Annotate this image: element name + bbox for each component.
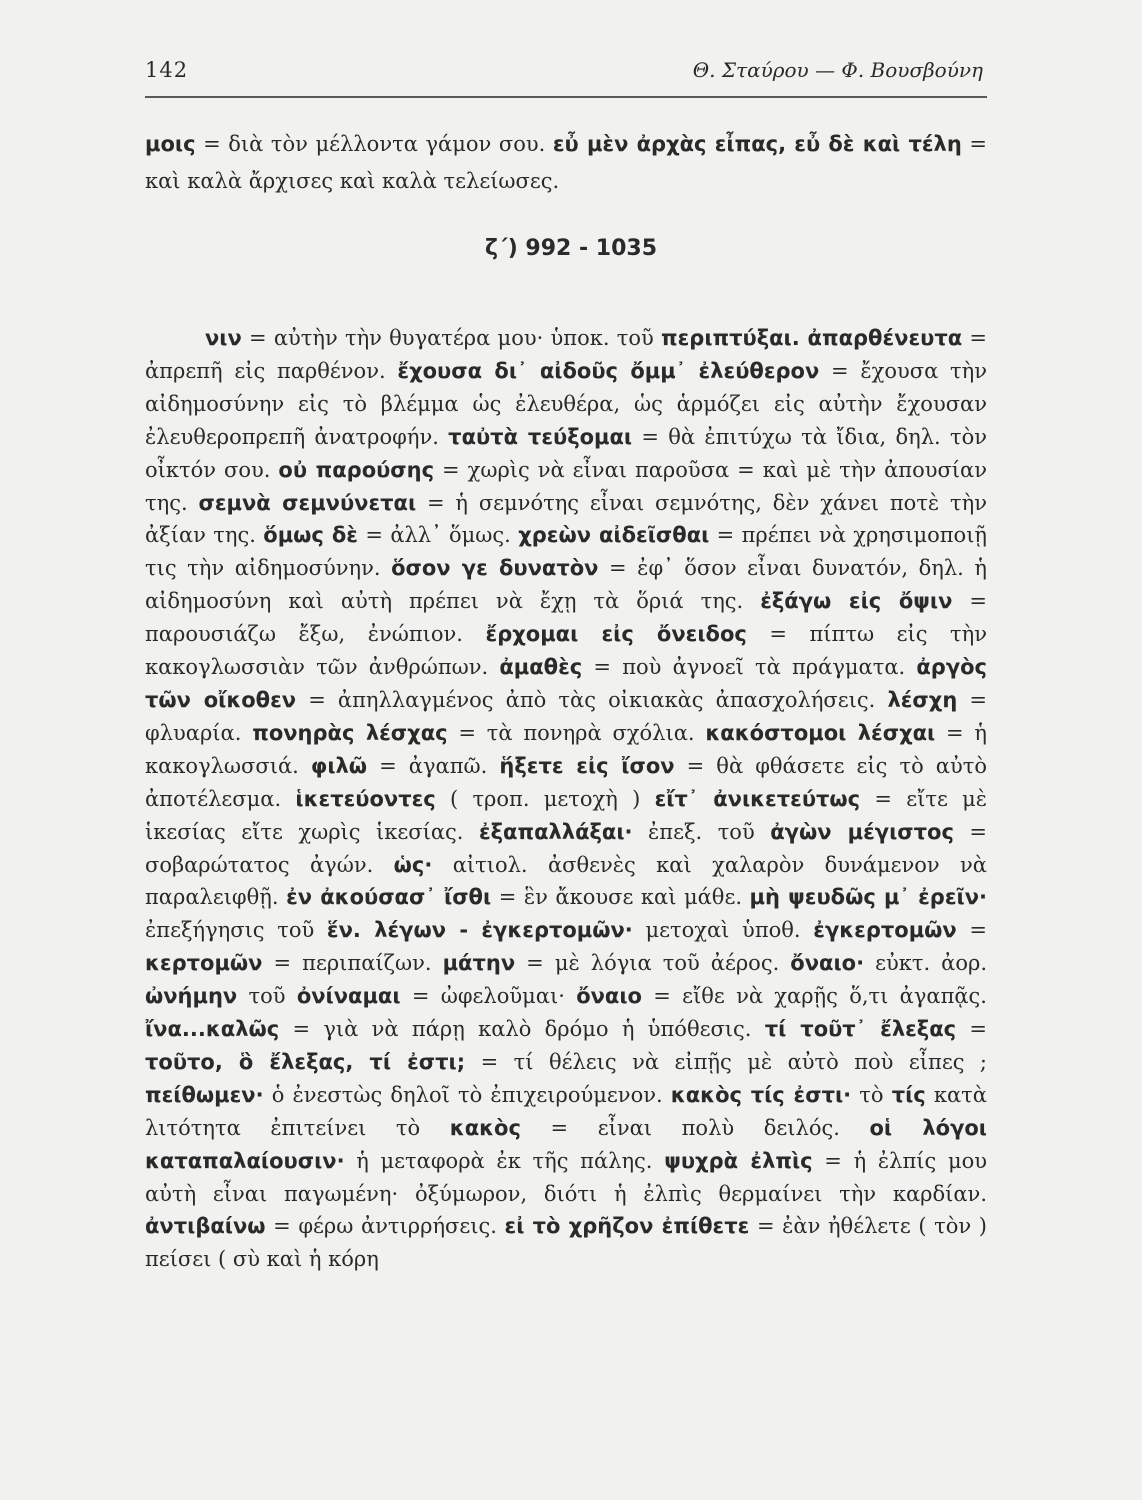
lemma-keyword: τίς	[891, 1082, 926, 1107]
lemma-gloss: = διὰ τὸν μέλλοντα γάμον σου.	[195, 132, 553, 156]
lemma-keyword: ὅμως δὲ	[263, 523, 358, 548]
lemma-keyword: περιπτύξαι. ἀπαρθένευτα	[660, 326, 963, 350]
lemma-keyword: φιλῶ	[310, 753, 368, 778]
lemma-keyword: ἐγκερτομῶν	[813, 918, 957, 943]
lemma-gloss: =	[956, 1017, 987, 1042]
running-head: Θ. Σταύρου — Φ. Βουσβούνη	[692, 58, 983, 82]
lemma-keyword: ὄναιο·	[790, 951, 865, 976]
lemma-gloss: = μὲ λόγια τοῦ ἀέρος.	[515, 951, 791, 976]
lemma-keyword: μὴ ψευδῶς μ᾽ ἐρεῖν·	[749, 885, 987, 910]
lemma-gloss: κατὰ λιτότητα ἐπιτείνει τὸ	[145, 1082, 987, 1140]
lemma-keyword: ἀργὸς τῶν οἴκοθεν	[145, 655, 987, 712]
lemma-gloss: = ἓν ἄκουσε καὶ μάθε.	[491, 885, 750, 910]
lemma-gloss: = ἀπρεπῆ εἰς παρθένον.	[145, 326, 987, 383]
lemma-keyword: κακόστομοι λέσχαι	[705, 720, 936, 745]
lemma-gloss: = τὰ πονηρὰ σχόλια.	[447, 720, 706, 745]
lemma-gloss: = θὰ ἐπιτύχω τὰ ἴδια, δηλ. τὸν οἶκτόν σου.	[145, 424, 987, 482]
lemma-keyword: ταὐτὰ τεύξομαι	[448, 424, 633, 449]
lemma-gloss: ἐπεξήγησις τοῦ	[145, 918, 327, 943]
lemma-keyword: ἀμαθὲς	[499, 655, 583, 680]
lemma-keyword: λέσχη	[887, 687, 958, 712]
lemma-gloss: ἡ μεταφορὰ ἐκ τῆς πάλης.	[344, 1148, 665, 1173]
lemma-keyword: ὠνήμην	[145, 984, 238, 1009]
lemma-gloss: = φέρω ἀντιρρήσεις.	[265, 1214, 505, 1239]
lemma-gloss: = γιὰ νὰ πάρῃ καλὸ δρόμο ἡ ὑπόθεσις.	[279, 1017, 765, 1042]
lemma-keyword: κακὸς	[449, 1115, 521, 1140]
lemma-keyword: ὀνίναμαι	[296, 984, 401, 1009]
lemma-keyword: ἴνα...καλῶς	[145, 1017, 280, 1042]
lemma-gloss: = περιπαίζων.	[262, 951, 443, 976]
lemma-gloss: = εἶναι πολὺ δειλός.	[520, 1115, 870, 1140]
lemma-gloss: = ἐφ᾽ ὅσον εἶναι δυνατόν, δηλ. ἡ αἰδημοσύνη καὶ αὐτὴ πρέπει νὰ ἔχῃ τὰ ὅριά της.	[145, 556, 987, 614]
lemma-gloss: = χωρὶς νὰ εἶναι παροῦσα = καὶ μὲ τὴν ἀπουσίαν της.	[145, 457, 987, 515]
lemma-keyword: ἕν. λέγων - ἐγκερτομῶν·	[326, 918, 633, 943]
lemma-gloss: = τί θέλεις νὰ εἰπῇς μὲ αὐτὸ ποὺ εἶπες ;	[465, 1049, 987, 1074]
lemma-keyword: ἐν ἀκούσασ᾽ ἴσθι	[286, 885, 492, 910]
intro-paragraph	[145, 126, 987, 200]
lemma-gloss: =	[956, 918, 987, 943]
lemma-gloss: τοῦ	[237, 984, 297, 1009]
lemma-keyword: ἥξετε εἰς ἴσον	[499, 753, 675, 778]
lemma-gloss: = ὠφελοῦμαι·	[400, 984, 577, 1009]
lemma-keyword: νιν	[205, 326, 242, 350]
lemma-gloss: = αὐτὴν τὴν θυγατέρα μου· ὑποκ. τοῦ	[241, 326, 661, 350]
lemma-gloss: = ἐὰν ἠθέλετε ( τὸν ) πείσει ( σὺ καὶ ἡ κόρη	[145, 1214, 987, 1272]
lemma-gloss: μετοχαὶ ὑποθ.	[632, 918, 814, 943]
lemma-keyword: μοις	[145, 132, 196, 156]
page-header	[145, 52, 987, 98]
lemma-keyword: ἔχουσα δι᾽ αἰδοῦς ὄμμ᾽ ἐλεύθερον	[397, 358, 820, 383]
lemma-keyword: τί τοῦτ᾽ ἔλεξας	[764, 1017, 957, 1042]
lemma-keyword: ἔρχομαι εἰς ὄνειδος	[485, 622, 747, 647]
lemma-keyword: κακὸς τίς ἐστι·	[670, 1082, 852, 1107]
lemma-keyword: εἴτ᾽ ἀνικετεύτως	[654, 786, 861, 811]
lemma-gloss: = θὰ φθάσετε εἰς τὸ αὐτὸ ἀποτέλεσμα.	[145, 753, 988, 811]
lemma-keyword: τοῦτο, ὃ ἔλεξας, τί ἐστι;	[145, 1049, 466, 1074]
lemma-gloss: = παρουσιάζω ἔξω, ἐνώπιον.	[145, 589, 987, 647]
page-number: 142	[145, 58, 189, 82]
lemma-keyword: ἐξάγω εἰς ὄψιν	[760, 589, 953, 614]
lemma-gloss: = ἔχουσα τὴν αἰδημοσύνην εἰς τὸ βλέμμα ὡς ἐλευθέρα, ὡς ἁρμόζει εἰς αὐτὴν ἔχουσαν ἐλευθεροπρεπῆ ἀνατροφήν.	[145, 358, 987, 449]
lemma-gloss: ὁ ἐνεστὼς δηλοῖ τὸ ἐπιχειρούμενον.	[263, 1082, 671, 1107]
lemma-gloss: τὸ	[851, 1082, 892, 1107]
lemma-keyword: ὡς·	[393, 852, 433, 877]
lemma-gloss: = ἀγαπῶ.	[367, 753, 500, 778]
lemma-gloss: = σοβαρώτατος ἀγών.	[145, 819, 987, 877]
lemma-keyword: οἱ λόγοι καταπαλαίουσιν·	[145, 1115, 987, 1173]
section-heading: ζ΄) 992 - 1035	[484, 236, 658, 261]
lemma-keyword: εἰ τὸ χρῆζον ἐπίθετε	[504, 1214, 750, 1239]
lemma-keyword: ὅσον γε δυνατὸν	[391, 556, 599, 581]
lemma-gloss: = πρέπει νὰ χρησιμοποιῇ τις τὴν αἰδημοσύνην.	[145, 523, 988, 581]
lemma-keyword: οὐ παρούσης	[278, 457, 435, 482]
lemma-gloss: = εἴθε νὰ χαρῇς ὅ,τι ἀγαπᾷς.	[641, 984, 987, 1009]
lemma-keyword: σεμνὰ σεμνύνεται	[198, 490, 417, 515]
lemma-gloss: = πίπτω εἰς τὴν κακογλωσσιὰν τῶν ἀνθρώπων.	[145, 622, 987, 680]
lemma-keyword: ὄναιο	[576, 984, 642, 1009]
lemma-keyword: πείθωμεν·	[145, 1082, 264, 1107]
lemma-keyword: ἱκετεύοντες	[295, 786, 436, 811]
lemma-gloss: εὐκτ. ἀορ.	[864, 951, 988, 976]
lemma-gloss: = ἀπηλλαγμένος ἀπὸ τὰς οἰκιακὰς ἀπασχολήσεις.	[296, 687, 888, 712]
lemma-keyword: κερτομῶν	[145, 951, 263, 976]
lemma-keyword: εὖ μὲν ἀρχὰς εἶπας, εὖ δὲ καὶ τέλη	[552, 132, 962, 156]
lemma-keyword: πονηρὰς λέσχας	[252, 720, 448, 745]
lemma-keyword: ἐξαπαλλάξαι·	[478, 819, 633, 844]
lemma-keyword: χρεὼν αἰδεῖσθαι	[518, 523, 710, 548]
lemma-keyword: ἀντιβαίνω	[145, 1214, 266, 1239]
lemma-keyword: μάτην	[442, 951, 516, 976]
lemma-gloss: = ἡ ἐλπίς μου αὐτὴ εἶναι παγωμένη· ὀξύμωρον, διότι ἡ ἐλπὶς θερμαίνει τὴν καρδίαν.	[145, 1148, 988, 1206]
lemma-keyword: ψυχρὰ ἐλπὶς	[664, 1148, 813, 1173]
lemma-gloss: = ποὺ ἀγνοεῖ τὰ πράγματα.	[582, 655, 917, 680]
lemma-gloss: = ἡ σεμνότης εἶναι σεμνότης, δὲν χάνει ποτὲ τὴν ἀξίαν της.	[145, 490, 987, 548]
lemma-gloss: = φλυαρία.	[145, 687, 987, 745]
lemma-gloss: ( τροπ. μετοχὴ )	[435, 786, 655, 811]
lemma-gloss: = εἴτε μὲ ἱκεσίας εἴτε χωρὶς ἱκεσίας.	[145, 786, 987, 844]
lemma-gloss: = ἀλλ᾽ ὅμως.	[358, 523, 519, 548]
lemma-gloss: = ἡ κακογλωσσιά.	[145, 720, 987, 778]
lemma-gloss: = καὶ καλὰ ἄρχισες καὶ καλὰ τελείωσες.	[145, 132, 987, 193]
lemma-gloss: αἰτιολ. ἀσθενὲς καὶ χαλαρὸν δυνάμενον νὰ παραλειφθῇ.	[145, 852, 987, 910]
lemma-gloss: ἐπεξ. τοῦ	[632, 819, 771, 844]
commentary-paragraph	[145, 322, 987, 1276]
lemma-keyword: ἀγὼν μέγιστος	[770, 819, 954, 844]
